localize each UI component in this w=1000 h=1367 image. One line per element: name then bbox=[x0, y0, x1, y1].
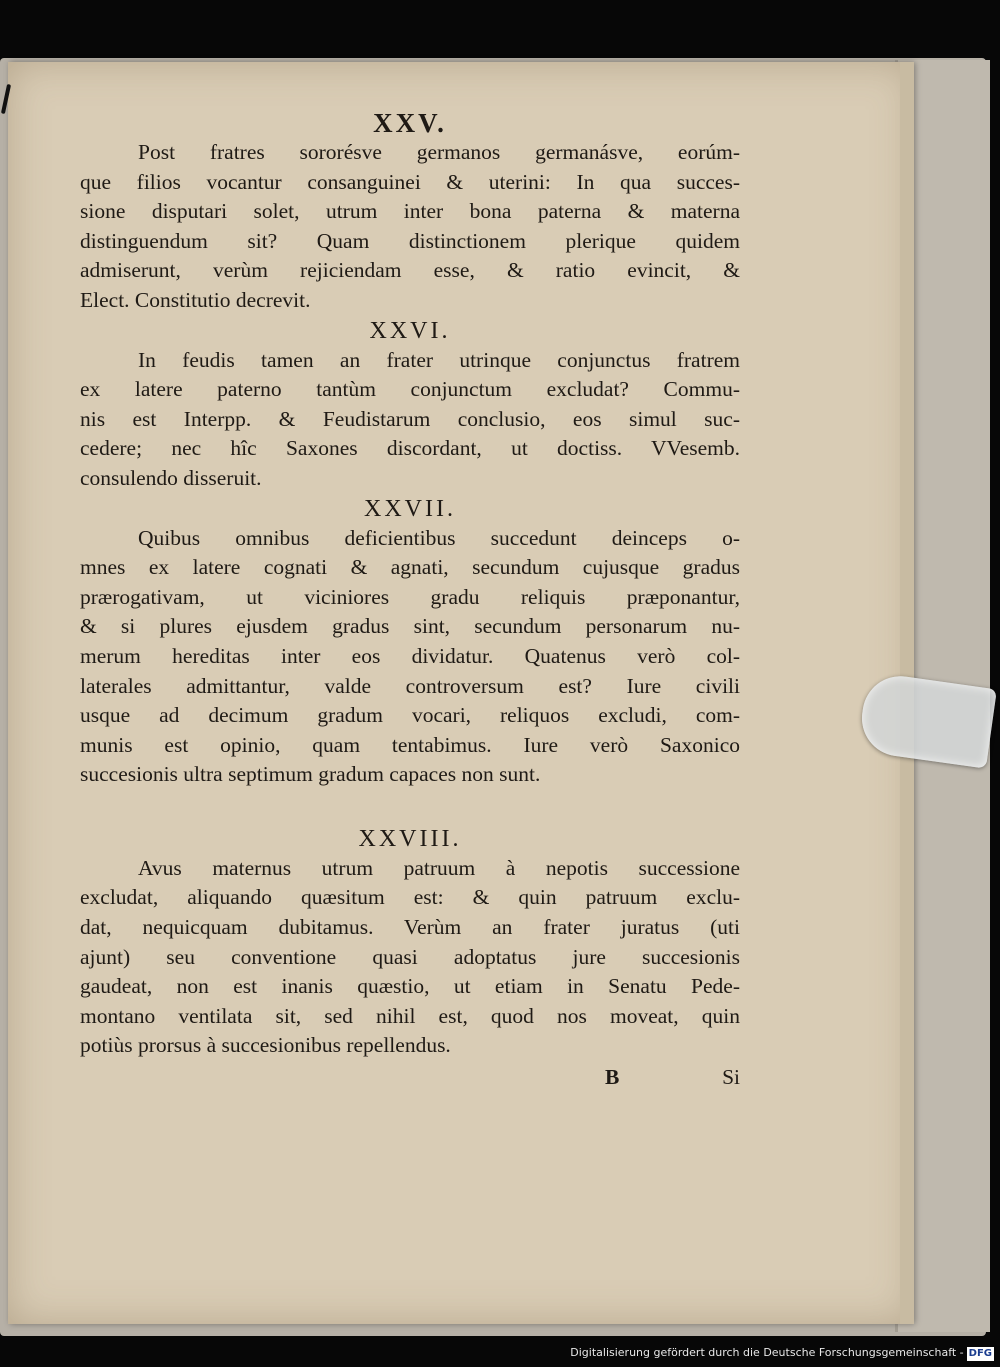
text-line: sione disputari solet, utrum inter bona paterna & materna bbox=[80, 199, 740, 224]
section-body-xxviii bbox=[80, 854, 740, 1061]
text-line: Post fratres sororésve germanos germanásve, eorúm- bbox=[138, 140, 740, 164]
catchword: Si bbox=[722, 1065, 740, 1090]
page-footer bbox=[80, 1063, 740, 1093]
section-heading-xxvii: XXVII. bbox=[364, 495, 456, 522]
text-line: Quibus omnibus deficientibus succedunt deinceps o- bbox=[138, 525, 740, 550]
text-line: distinguendum sit? Quam distinctionem plerique quidem bbox=[80, 228, 740, 253]
section-body-xxvi bbox=[80, 346, 740, 494]
text-line: cedere; nec hîc Saxones discordant, ut doctiss. VVesemb. bbox=[80, 436, 740, 461]
text-line: munis est opinio, quam tentabimus. Iure verò Saxonico bbox=[80, 732, 740, 757]
section-heading-xxviii: XXVIII. bbox=[358, 825, 462, 852]
text-line: mnes ex latere cognati & agnati, secundum cujusque gradus bbox=[80, 555, 740, 580]
text-line: admiserunt, verùm rejiciendam esse, & ratio evincit, & bbox=[80, 258, 740, 283]
text-line: ajunt) seu conventione quasi adoptatus jure succesionis bbox=[80, 944, 740, 969]
section-body-xxvii bbox=[80, 524, 740, 790]
text-line: que filios vocantur consanguinei & uterini: In qua succes- bbox=[80, 169, 740, 194]
text-line: merum hereditas inter eos dividatur. Quatenus verò col- bbox=[80, 643, 740, 668]
credit-text: Digitalisierung gefördert durch die Deutsche Forschungsgemeinschaft - bbox=[570, 1346, 964, 1359]
text-line: usque ad decimum gradum vocari, reliquos excludi, com- bbox=[80, 703, 740, 728]
text-line: excludat, aliquando quæsitum est: & quin patruum exclu- bbox=[80, 885, 740, 910]
text-line: potiùs prorsus à succesionibus repellendus. bbox=[80, 1033, 451, 1058]
text-line: nis est Interpp. & Feudistarum conclusio, eos simul suc- bbox=[80, 406, 740, 431]
section-heading-xxvi: XXVI. bbox=[369, 317, 451, 344]
text-line: succesionis ultra septimum gradum capaces non sunt. bbox=[80, 762, 541, 787]
digitization-credit bbox=[570, 1346, 994, 1361]
section-heading-xxv: XXV. bbox=[373, 108, 447, 138]
text-line: consulendo disseruit. bbox=[80, 465, 262, 490]
page-text bbox=[80, 108, 740, 1093]
section-body-xxv bbox=[80, 138, 740, 316]
text-line: ex latere paterno tantùm conjunctum excludat? Commu- bbox=[80, 377, 740, 402]
text-line: & si plures ejusdem gradus sint, secundum personarum nu- bbox=[80, 614, 740, 639]
text-line: Avus maternus utrum patruum à nepotis successione bbox=[138, 855, 740, 880]
text-line: laterales admittantur, valde controversum est? Iure civili bbox=[80, 673, 740, 698]
text-line: Elect. Constitutio decrevit. bbox=[80, 287, 311, 312]
text-line: montano ventilata sit, sed nihil est, quod nos moveat, quin bbox=[80, 1003, 740, 1028]
text-line: prærogativam, ut viciniores gradu reliquis præponantur, bbox=[80, 584, 740, 609]
dfg-logo: DFG bbox=[968, 1348, 992, 1359]
signature-mark: B bbox=[605, 1065, 620, 1090]
text-line: dat, nequicquam dubitamus. Verùm an frater juratus (uti bbox=[80, 915, 740, 940]
section-gap bbox=[80, 790, 740, 824]
text-line: In feudis tamen an frater utrinque conjunctus fratrem bbox=[138, 347, 740, 372]
text-line: gaudeat, non est inanis quæstio, ut etiam in Senatu Pede- bbox=[80, 974, 740, 999]
